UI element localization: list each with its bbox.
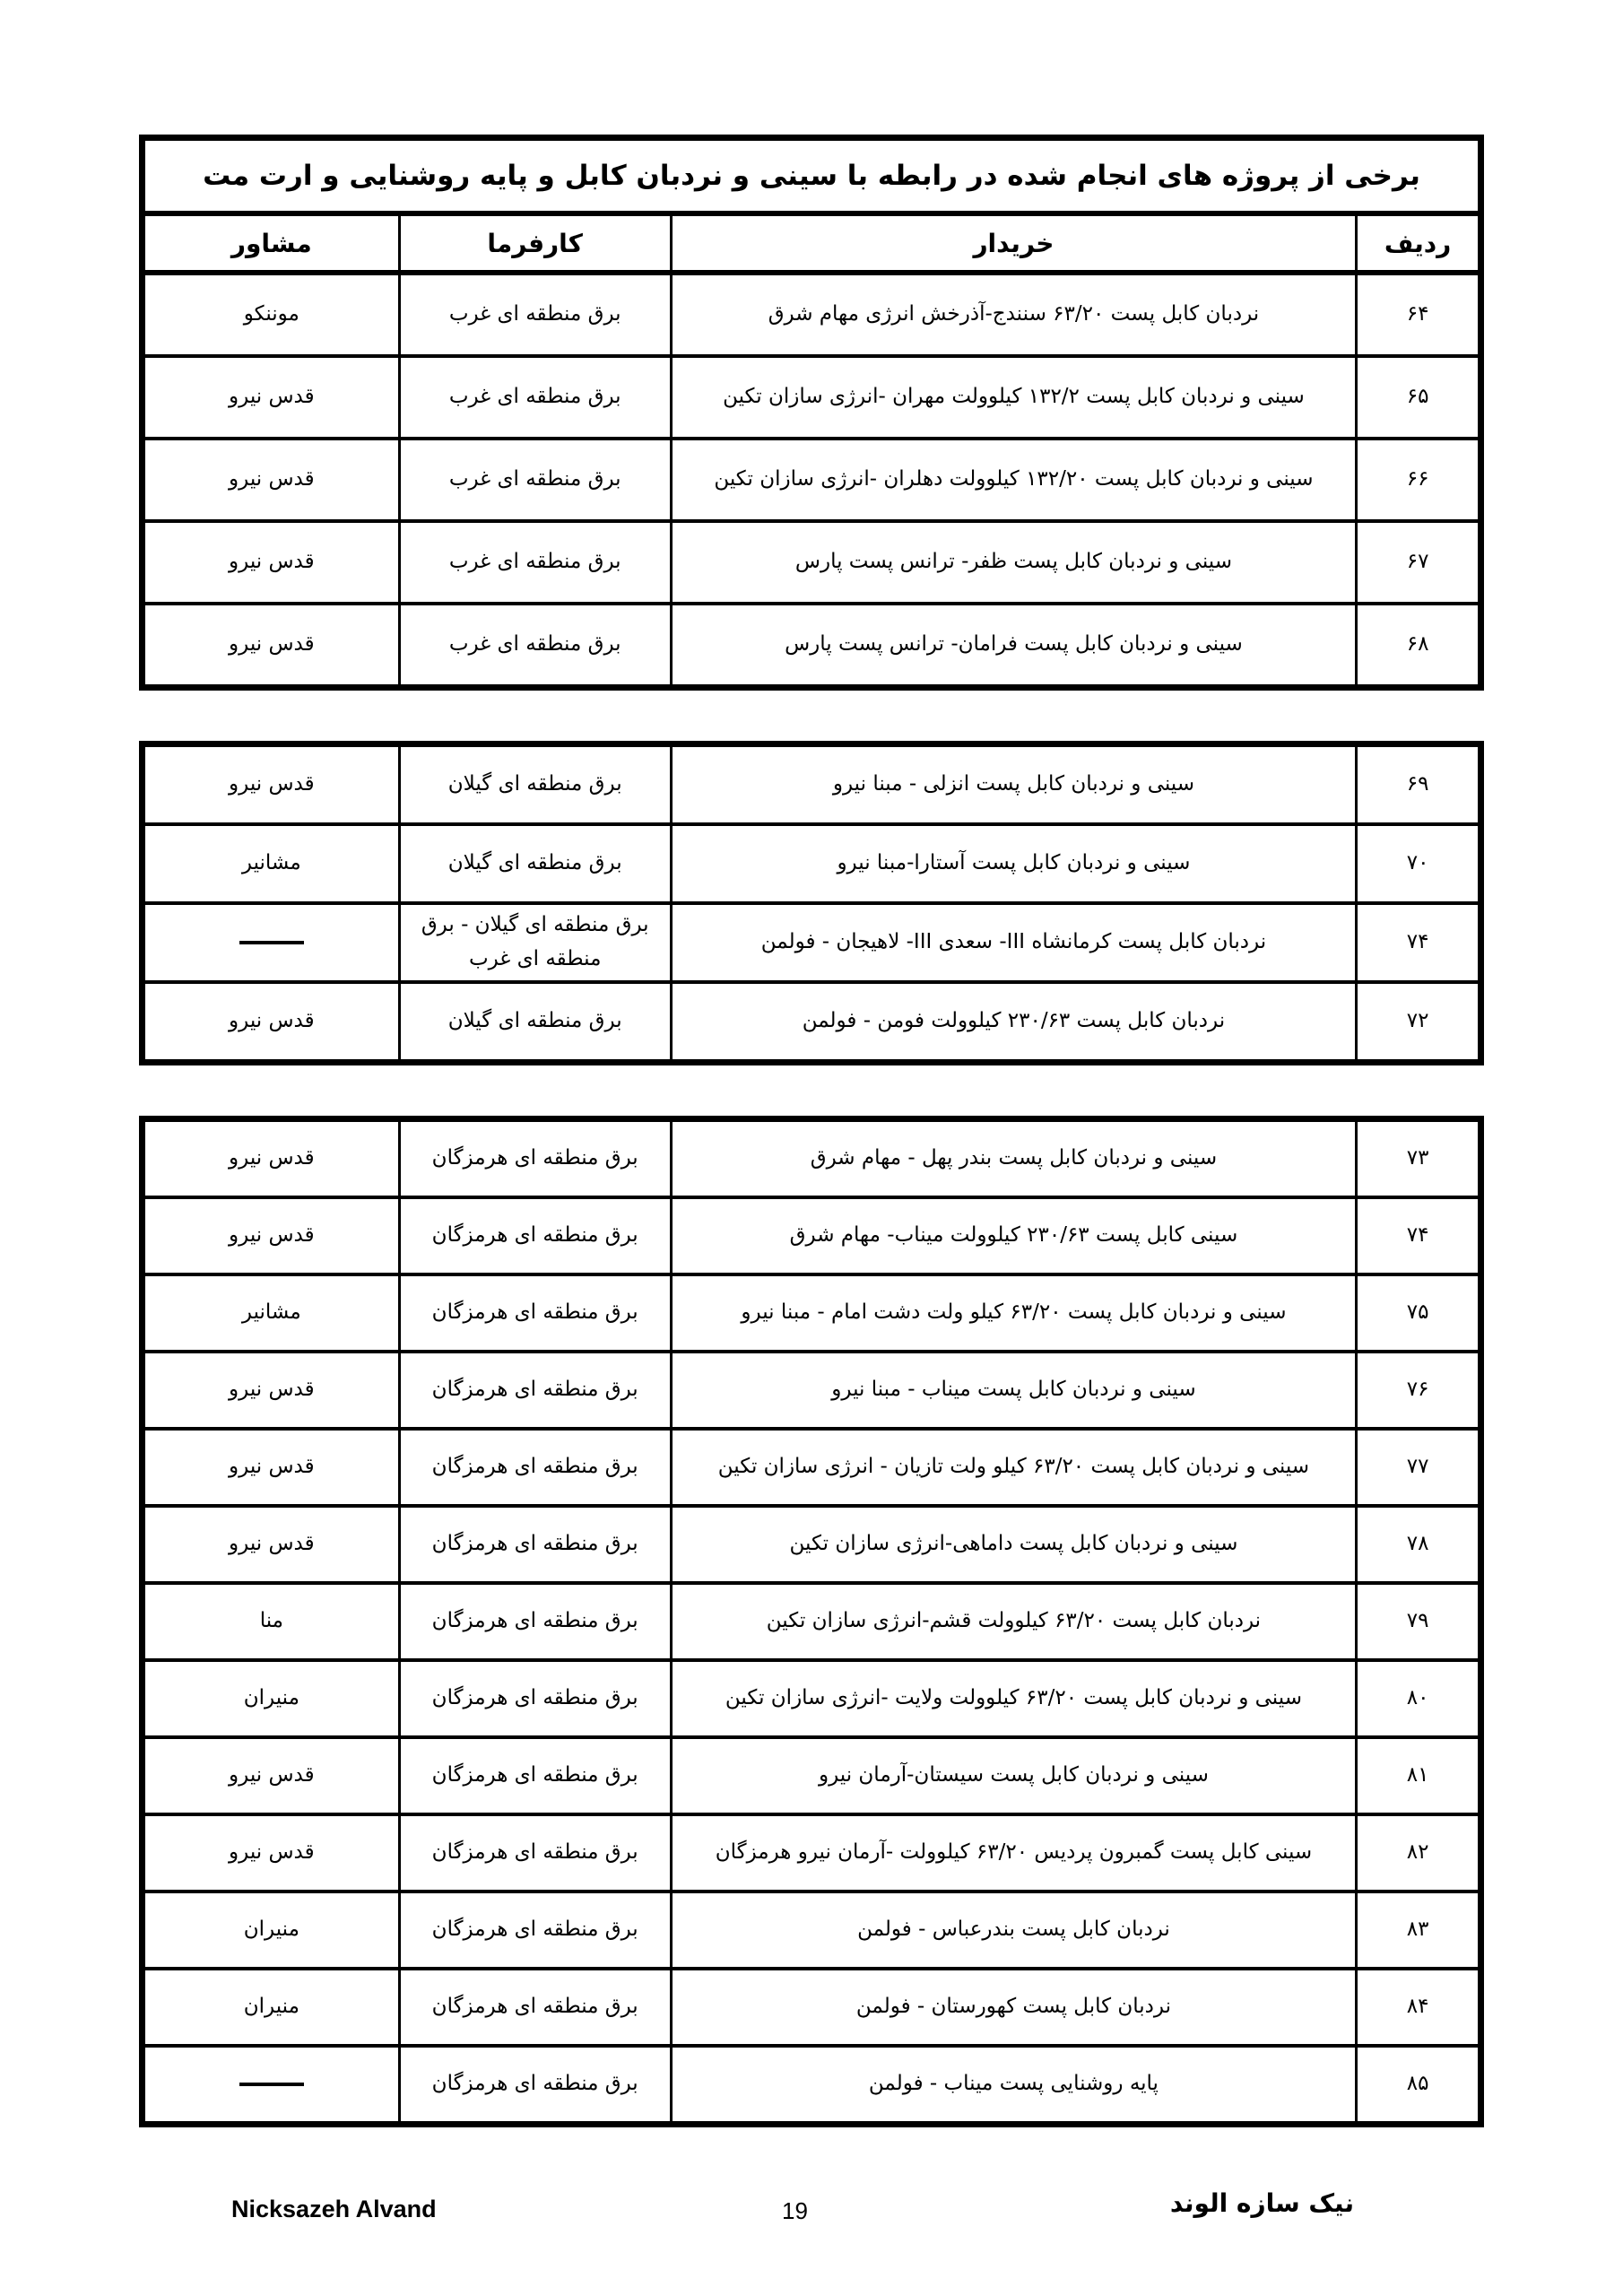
tables-container <box>139 135 1484 2178</box>
table-row <box>143 1583 1481 1660</box>
table-row <box>143 903 1481 982</box>
client-cell: برق منطقه ای غرب <box>399 356 671 439</box>
client-cell: برق منطقه ای گیلان <box>399 744 671 825</box>
table-row <box>143 2046 1481 2125</box>
footer-page-number: 19 <box>782 2197 808 2224</box>
row-number-cell: ۷۲ <box>1357 982 1481 1063</box>
table-row <box>143 1197 1481 1274</box>
table-row <box>143 744 1481 825</box>
consultant-cell: قدس نیرو <box>143 521 400 604</box>
row-number-cell: ۷۶ <box>1357 1352 1481 1429</box>
buyer-cell: نردبان کابل پست ۲۳۰/۶۳ کیلوولت فومن - فولمن <box>671 982 1356 1063</box>
table-row <box>143 273 1481 356</box>
column-header-buyer: خریدار <box>671 213 1356 273</box>
row-number-cell: ۸۲ <box>1357 1814 1481 1892</box>
row-number-cell: ۶۸ <box>1357 604 1481 688</box>
buyer-cell: سینی و نردبان کابل پست آستارا-مبنا نیرو <box>671 824 1356 903</box>
consultant-cell: موننکو <box>143 273 400 356</box>
table-row <box>143 1892 1481 1969</box>
row-number-cell: ۶۶ <box>1357 439 1481 521</box>
column-header-client: کارفرما <box>399 213 671 273</box>
footer-company-english: Nicksazeh Alvand <box>231 2196 437 2222</box>
dash-placeholder <box>239 941 304 944</box>
projects-table-3 <box>139 1116 1484 2127</box>
row-number-cell: ۶۵ <box>1357 356 1481 439</box>
client-cell: برق منطقه ای هرمزگان <box>399 1429 671 1506</box>
row-number-cell: ۷۹ <box>1357 1583 1481 1660</box>
client-cell: برق منطقه ای غرب <box>399 521 671 604</box>
buyer-cell: نردبان کابل پست ۶۳/۲۰ سنندج-آذرخش انرژی مهام شرق <box>671 273 1356 356</box>
consultant-cell: قدس نیرو <box>143 744 400 825</box>
buyer-cell: سینی و نردبان کابل پست داماهی-انرژی سازان تکین <box>671 1506 1356 1583</box>
client-cell: برق منطقه ای هرمزگان <box>399 1969 671 2046</box>
column-header-consultant: مشاور <box>143 213 400 273</box>
client-cell: برق منطقه ای هرمزگان <box>399 1583 671 1660</box>
client-cell: برق منطقه ای هرمزگان <box>399 1660 671 1737</box>
consultant-cell: قدس نیرو <box>143 439 400 521</box>
table-row <box>143 982 1481 1063</box>
client-cell: برق منطقه ای هرمزگان <box>399 1892 671 1969</box>
buyer-cell: سینی و نردبان کابل پست انزلی - مبنا نیرو <box>671 744 1356 825</box>
consultant-cell <box>143 2046 400 2125</box>
client-cell: برق منطقه ای غرب <box>399 439 671 521</box>
row-number-cell: ۷۰ <box>1357 824 1481 903</box>
consultant-cell: منا <box>143 1583 400 1660</box>
row-number-cell: ۷۴ <box>1357 1197 1481 1274</box>
client-cell: برق منطقه ای هرمزگان <box>399 2046 671 2125</box>
buyer-cell: نردبان کابل پست ۶۳/۲۰ کیلوولت قشم-انرژی سازان تکین <box>671 1583 1356 1660</box>
buyer-cell: سینی و نردبان کابل پست ۶۳/۲۰ کیلوولت ولایت -انرژی سازان تکین <box>671 1660 1356 1737</box>
row-number-cell: ۸۰ <box>1357 1660 1481 1737</box>
table-row <box>143 439 1481 521</box>
buyer-cell: سینی و نردبان کابل پست ظفر- ترانس پست پارس <box>671 521 1356 604</box>
table-row <box>143 1274 1481 1352</box>
buyer-cell: سینی کابل پست ۲۳۰/۶۳ کیلوولت میناب- مهام شرق <box>671 1197 1356 1274</box>
consultant-cell: قدس نیرو <box>143 982 400 1063</box>
table-row <box>143 604 1481 688</box>
client-cell: برق منطقه ای هرمزگان <box>399 1352 671 1429</box>
projects-table-2 <box>139 741 1484 1065</box>
buyer-cell: پایه روشنایی پست میناب - فولمن <box>671 2046 1356 2125</box>
consultant-cell: قدس نیرو <box>143 1737 400 1814</box>
consultant-cell: مشانیر <box>143 824 400 903</box>
table-row <box>143 1660 1481 1737</box>
row-number-cell: ۷۳ <box>1357 1119 1481 1198</box>
row-number-cell: ۸۱ <box>1357 1737 1481 1814</box>
consultant-cell <box>143 903 400 982</box>
client-cell: برق منطقه ای غرب <box>399 604 671 688</box>
table-row <box>143 1429 1481 1506</box>
consultant-cell: منیران <box>143 1969 400 2046</box>
client-cell: برق منطقه ای گیلان <box>399 982 671 1063</box>
row-number-cell: ۶۴ <box>1357 273 1481 356</box>
buyer-cell: سینی و نردبان کابل پست ۱۳۲/۲ کیلوولت مهران -انرژی سازان تکین <box>671 356 1356 439</box>
table-row <box>143 1119 1481 1198</box>
dash-placeholder <box>239 2083 304 2086</box>
column-header-row <box>143 213 1481 273</box>
table-title: برخی از پروژه های انجام شده در رابطه با سینی و نردبان کابل و پایه روشنایی و ارت مت <box>143 138 1481 214</box>
consultant-cell: قدس نیرو <box>143 604 400 688</box>
consultant-cell: مشانیر <box>143 1274 400 1352</box>
table-row <box>143 1737 1481 1814</box>
client-cell: برق منطقه ای هرمزگان <box>399 1274 671 1352</box>
buyer-cell: سینی و نردبان کابل پست ۱۳۲/۲۰ کیلوولت دهلران -انرژی سازان تکین <box>671 439 1356 521</box>
consultant-cell: منیران <box>143 1660 400 1737</box>
buyer-cell: سینی کابل پست گمبرون پردیس ۶۳/۲۰ کیلوولت -آرمان نیرو هرمزگان <box>671 1814 1356 1892</box>
buyer-cell: سینی و نردبان کابل پست سیستان-آرمان نیرو <box>671 1737 1356 1814</box>
client-cell: برق منطقه ای هرمزگان <box>399 1506 671 1583</box>
row-number-cell: ۷۴ <box>1357 903 1481 982</box>
buyer-cell: سینی و نردبان کابل پست فرامان- ترانس پست پارس <box>671 604 1356 688</box>
row-number-cell: ۷۵ <box>1357 1274 1481 1352</box>
row-number-cell: ۶۷ <box>1357 521 1481 604</box>
title-row <box>143 138 1481 214</box>
client-cell: برق منطقه ای غرب <box>399 273 671 356</box>
buyer-cell: سینی و نردبان کابل پست بندر پهل - مهام شرق <box>671 1119 1356 1198</box>
client-cell: برق منطقه ای هرمزگان <box>399 1814 671 1892</box>
buyer-cell: سینی و نردبان کابل پست ۶۳/۲۰ کیلو ولت تازیان - انرژی سازان تکین <box>671 1429 1356 1506</box>
table-row <box>143 824 1481 903</box>
table-row <box>143 1506 1481 1583</box>
client-cell: برق منطقه ای هرمزگان <box>399 1197 671 1274</box>
column-header-row-number: ردیف <box>1357 213 1481 273</box>
row-number-cell: ۸۳ <box>1357 1892 1481 1969</box>
table-row <box>143 356 1481 439</box>
row-number-cell: ۸۴ <box>1357 1969 1481 2046</box>
client-cell: برق منطقه ای گیلان <box>399 824 671 903</box>
consultant-cell: قدس نیرو <box>143 1352 400 1429</box>
table-row <box>143 1352 1481 1429</box>
client-cell: برق منطقه ای گیلان - برق منطقه ای غرب <box>399 903 671 982</box>
consultant-cell: قدس نیرو <box>143 1814 400 1892</box>
row-number-cell: ۶۹ <box>1357 744 1481 825</box>
consultant-cell: منیران <box>143 1892 400 1969</box>
row-number-cell: ۷۸ <box>1357 1506 1481 1583</box>
projects-table-1 <box>139 135 1484 691</box>
consultant-cell: قدس نیرو <box>143 1197 400 1274</box>
consultant-cell: قدس نیرو <box>143 356 400 439</box>
client-cell: برق منطقه ای هرمزگان <box>399 1737 671 1814</box>
buyer-cell: نردبان کابل پست کرمانشاه III- سعدی III- لاهیجان - فولمن <box>671 903 1356 982</box>
consultant-cell: قدس نیرو <box>143 1506 400 1583</box>
table-row <box>143 1969 1481 2046</box>
footer-company-persian: نیک سازه الوند <box>1169 2188 1354 2218</box>
table-row <box>143 521 1481 604</box>
consultant-cell: قدس نیرو <box>143 1429 400 1506</box>
buyer-cell: سینی و نردبان کابل پست ۶۳/۲۰ کیلو ولت دشت امام - مبنا نیرو <box>671 1274 1356 1352</box>
table-row <box>143 1814 1481 1892</box>
row-number-cell: ۸۵ <box>1357 2046 1481 2125</box>
buyer-cell: نردبان کابل پست کهورستان - فولمن <box>671 1969 1356 2046</box>
buyer-cell: نردبان کابل پست بندرعباس - فولمن <box>671 1892 1356 1969</box>
client-cell: برق منطقه ای هرمزگان <box>399 1119 671 1198</box>
buyer-cell: سینی و نردبان کابل پست میناب - مبنا نیرو <box>671 1352 1356 1429</box>
consultant-cell: قدس نیرو <box>143 1119 400 1198</box>
row-number-cell: ۷۷ <box>1357 1429 1481 1506</box>
